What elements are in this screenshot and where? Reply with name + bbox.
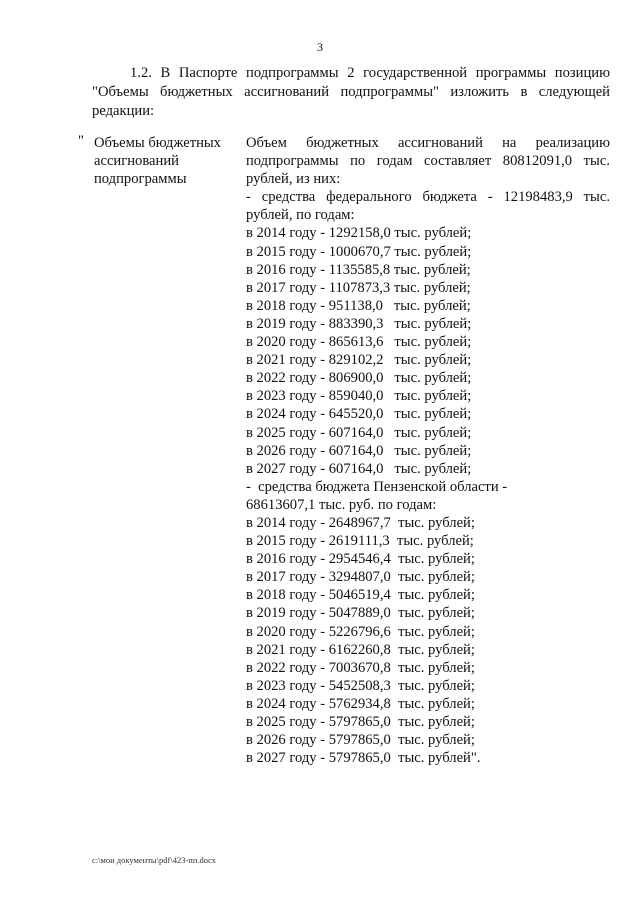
regional-year-item: в 2024 году - 5762934,8 тыс. рублей; bbox=[246, 695, 475, 712]
regional-year-item: в 2025 году - 5797865,0 тыс. рублей; bbox=[246, 714, 475, 730]
federal-year-item: в 2014 году - 1292158,0 тыс. рублей; bbox=[246, 225, 472, 242]
federal-year-item: в 2018 году - 951138,0 тыс. рублей; bbox=[246, 297, 471, 314]
page-number: 3 bbox=[317, 40, 323, 54]
federal-year-item: в 2019 году - 883390,3 тыс. рублей; bbox=[246, 315, 472, 332]
federal-year-item: в 2026 году - 607164,0 тыс. рублей; bbox=[246, 442, 472, 459]
federal-year-item: в 2017 году - 1107873,3 тыс. рублей; bbox=[246, 279, 471, 296]
value-line: 68613607,1 тыс. руб. по годам: bbox=[246, 496, 437, 513]
regional-year-item: в 2017 году - 3294807,0 тыс. рублей; bbox=[246, 569, 475, 586]
position-label-line: подпрограммы bbox=[94, 171, 187, 187]
value-line: - средства федерального бюджета - 12198483,9 тыс. bbox=[246, 189, 610, 206]
value-line: Объем бюджетных ассигнований на реализацию bbox=[246, 135, 610, 151]
regional-year-item: в 2022 году - 7003670,8 тыс. рублей; bbox=[246, 659, 475, 676]
regional-year-item: в 2021 году - 6162260,8 тыс. рублей; bbox=[246, 641, 475, 658]
position-label-cell bbox=[94, 134, 234, 188]
regional-year-item: в 2019 году - 5047889,0 тыс. рублей; bbox=[246, 605, 475, 622]
regional-year-item: в 2018 году - 5046519,4 тыс. рублей; bbox=[246, 587, 475, 604]
intro-line: 1.2. В Паспорте подпрограммы 2 государственной программы позицию bbox=[130, 65, 610, 81]
value-line: подпрограммы по годам составляет 80812091,0 тыс. bbox=[246, 153, 610, 170]
federal-year-item: в 2025 году - 607164,0 тыс. рублей; bbox=[246, 424, 472, 441]
regional-year-item: в 2020 году - 5226796,6 тыс. рублей; bbox=[246, 623, 475, 640]
regional-year-item: в 2026 году - 5797865,0 тыс. рублей; bbox=[246, 732, 475, 749]
regional-year-item: в 2027 году - 5797865,0 тыс. рублей". bbox=[246, 750, 481, 767]
footer-file-path: c:\мои документы\pdf\423-пп.docx bbox=[92, 855, 217, 865]
federal-year-item: в 2015 году - 1000670,7 тыс. рублей; bbox=[246, 243, 472, 260]
federal-years-list bbox=[246, 224, 610, 477]
federal-year-item: в 2027 году - 607164,0 тыс. рублей; bbox=[246, 460, 472, 477]
intro-line: "Объемы бюджетных ассигнований подпрограммы" изложить в следующей bbox=[92, 84, 610, 100]
intro-line: редакции: bbox=[92, 103, 155, 119]
federal-year-item: в 2020 году - 865613,6 тыс. рублей; bbox=[246, 334, 472, 351]
position-value-cell bbox=[246, 134, 610, 767]
value-line: рублей, по годам: bbox=[246, 207, 355, 224]
regional-years-list bbox=[246, 514, 610, 767]
position-label-line: Объемы бюджетных bbox=[94, 135, 221, 151]
value-line: рублей, из них: bbox=[246, 171, 341, 188]
regional-year-item: в 2016 году - 2954546,4 тыс. рублей; bbox=[246, 551, 475, 568]
intro-paragraph bbox=[92, 64, 610, 121]
opening-quote-mark: " bbox=[78, 133, 84, 149]
federal-year-item: в 2023 году - 859040,0 тыс. рублей; bbox=[246, 388, 472, 405]
federal-year-item: в 2021 году - 829102,2 тыс. рублей; bbox=[246, 352, 472, 369]
federal-year-item: в 2016 году - 1135585,8 тыс. рублей; bbox=[246, 261, 471, 278]
regional-year-item: в 2023 году - 5452508,3 тыс. рублей; bbox=[246, 677, 475, 694]
regional-year-item: в 2014 году - 2648967,7 тыс. рублей; bbox=[246, 514, 475, 531]
position-label-line: ассигнований bbox=[94, 153, 179, 169]
federal-year-item: в 2022 году - 806900,0 тыс. рублей; bbox=[246, 370, 472, 387]
regional-year-item: в 2015 году - 2619111,3 тыс. рублей; bbox=[246, 533, 474, 550]
federal-year-item: в 2024 году - 645520,0 тыс. рублей; bbox=[246, 406, 472, 423]
value-line: - средства бюджета Пензенской области - bbox=[246, 478, 508, 495]
